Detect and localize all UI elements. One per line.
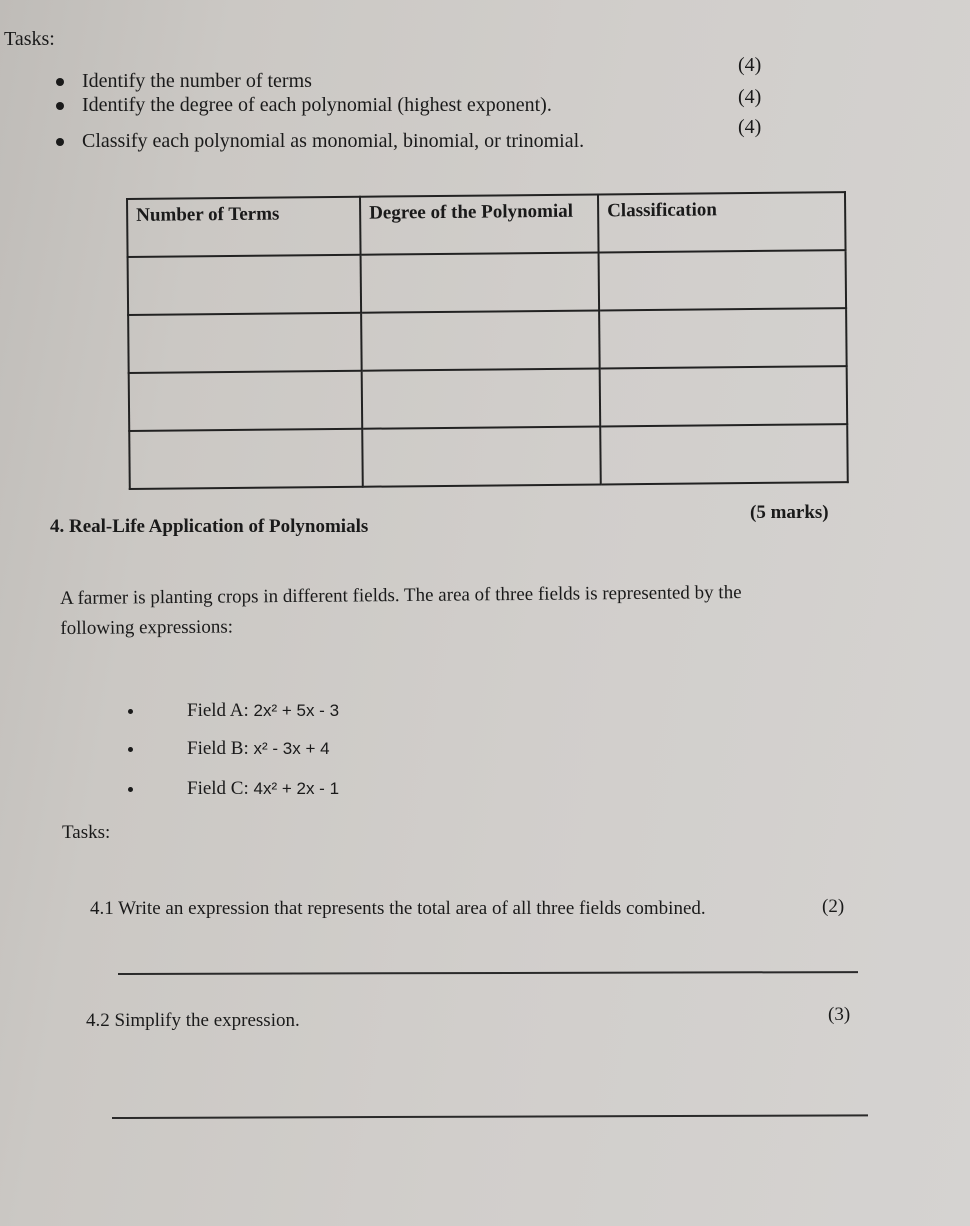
field-item [128, 700, 339, 722]
section-title: 4. Real-Life Application of Polynomials [50, 516, 369, 537]
table-cell[interactable] [361, 252, 600, 312]
field-expression: x² - 3x + 4 [253, 739, 330, 758]
table-row [128, 308, 847, 373]
polynomial-table [126, 191, 849, 490]
question-4-1-marks: (2) [822, 896, 845, 917]
table-cell[interactable] [599, 250, 847, 310]
task-text: Identify the degree of each polynomial (highest exponent). [82, 94, 552, 116]
bullet-icon [128, 747, 133, 752]
header-classification: Classification [598, 192, 846, 252]
table-header-row [127, 192, 846, 257]
table-row [129, 424, 848, 489]
header-number-of-terms: Number of Terms [127, 197, 361, 257]
task-marks: (4) [738, 116, 762, 138]
field-item [128, 738, 330, 760]
tasks-heading: Tasks: [4, 28, 55, 50]
field-expression: 2x² + 5x - 3 [253, 701, 340, 720]
bullet-icon [56, 78, 64, 86]
table-cell[interactable] [362, 368, 601, 428]
question-4-1: 4.1 Write an expression that represents the total area of all three fields combined. [90, 898, 706, 919]
task-item [56, 70, 312, 93]
task-text: Classify each polynomial as monomial, binomial, or trinomial. [82, 130, 585, 152]
task-marks: (4) [738, 86, 762, 108]
task-text: Identify the number of terms [82, 70, 312, 92]
answer-line-4-1[interactable] [118, 971, 858, 975]
section-intro: A farmer is planting crops in different fields. The area of three fields is represented by the following expressions: [60, 582, 742, 639]
field-expression: 4x² + 2x - 1 [253, 779, 340, 798]
bullet-icon [56, 138, 64, 146]
tasks-heading: Tasks: [62, 822, 111, 843]
answer-line-4-2[interactable] [112, 1114, 868, 1119]
table-cell[interactable] [600, 424, 848, 484]
bullet-icon [128, 709, 133, 714]
table-cell[interactable] [362, 426, 601, 486]
bullet-icon [128, 787, 133, 792]
question-4-2: 4.2 Simplify the expression. [86, 1010, 300, 1031]
section-marks: (5 marks) [750, 502, 829, 523]
table-cell[interactable] [599, 308, 847, 368]
field-label: Field C: [187, 778, 249, 799]
table-cell[interactable] [129, 371, 363, 431]
field-label: Field B: [187, 738, 249, 759]
task-marks: (4) [738, 54, 762, 76]
table-cell[interactable] [128, 313, 362, 373]
field-item [128, 778, 339, 800]
header-degree: Degree of the Polynomial [360, 194, 599, 254]
task-item [56, 130, 584, 153]
bullet-icon [56, 102, 64, 110]
table-cell[interactable] [600, 366, 848, 426]
table-row [129, 366, 848, 431]
table-cell[interactable] [129, 429, 363, 489]
table-cell[interactable] [128, 255, 362, 315]
table-row [128, 250, 847, 315]
table-cell[interactable] [361, 310, 600, 370]
task-item [56, 94, 552, 117]
field-label: Field A: [187, 700, 249, 721]
question-4-2-marks: (3) [828, 1004, 851, 1025]
